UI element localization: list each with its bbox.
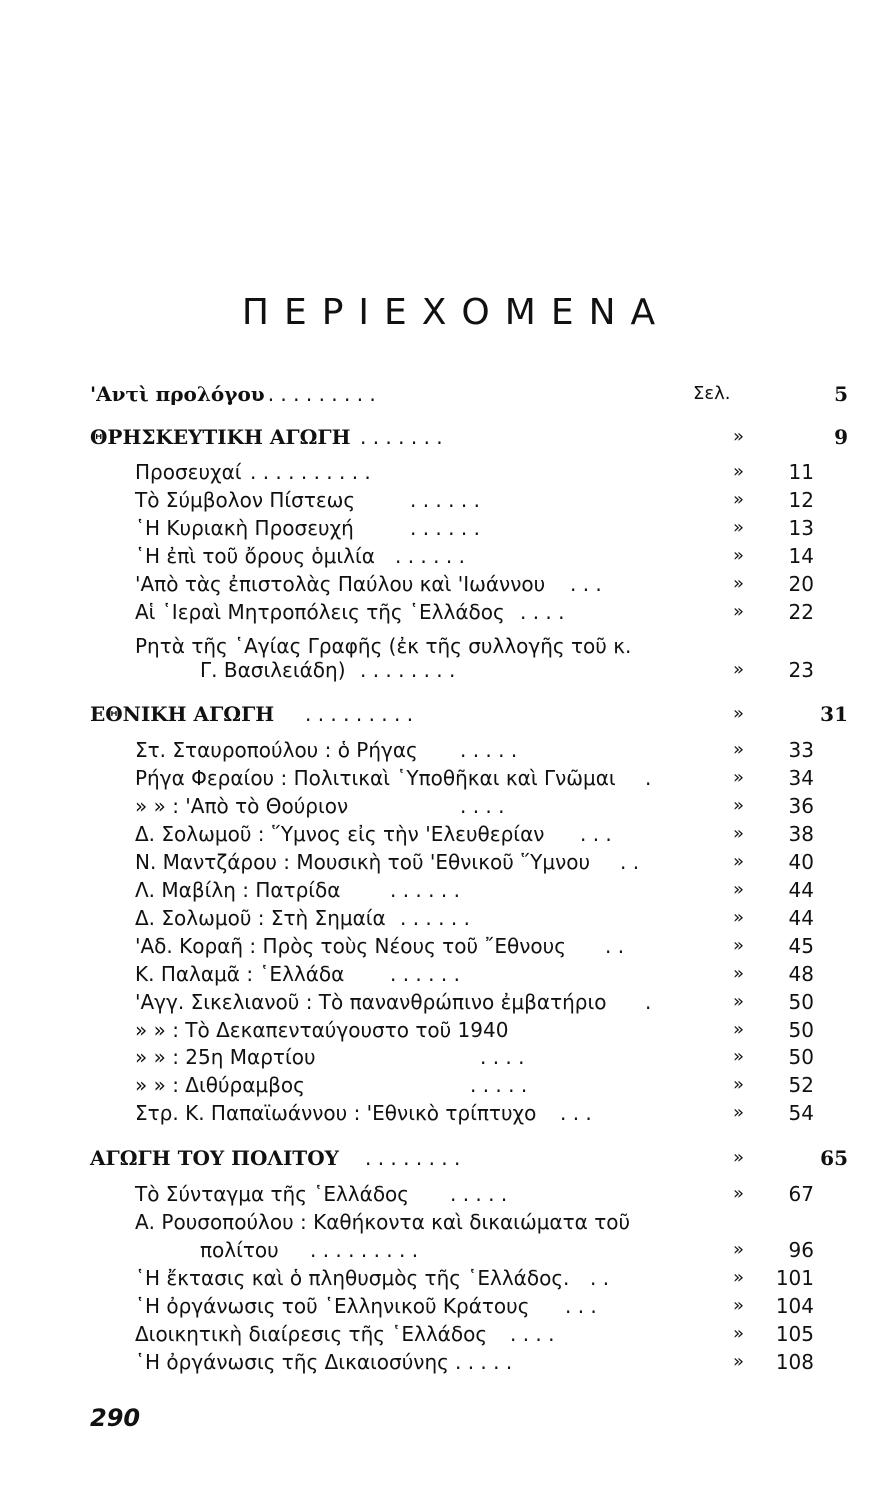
toc-entry-row (0, 1099, 884, 1127)
toc-page-number: 22 (788, 600, 814, 624)
toc-page-number: 33 (788, 738, 814, 762)
toc-entry-row (0, 1208, 884, 1236)
toc-entry-row (0, 792, 884, 820)
toc-entry-title: Ρήγα Φεραίου : Πολιτικαὶ ῾Υποθῆκαι καὶ Γνῶμαι (135, 766, 616, 790)
toc-entry-title: Δ. Σολωμοῦ : Στὴ Σημαία (135, 906, 386, 930)
ditto-mark: » (733, 573, 745, 594)
toc-page-number: 13 (788, 516, 814, 540)
ditto-mark: » (733, 545, 745, 566)
toc-entry-title: Τὸ Σύμβολον Πίστεως (135, 488, 356, 512)
toc-entry-title: » » : 25η Μαρτίου (135, 1045, 316, 1069)
toc-entry-title: Στρ. Κ. Παπαϊωάννου : 'Εθνικὸ τρίπτυχο (135, 1101, 537, 1125)
toc-dot-leader: . . . . . . . . . (305, 702, 414, 726)
toc-entry-row (0, 1071, 884, 1099)
toc-dot-leader: . . . . . . . . . (310, 1238, 419, 1262)
toc-entry-title: 'Αγγ. Σικελιανοῦ : Τὸ πανανθρώπινο ἐμβατήριο (135, 990, 607, 1014)
toc-dot-leader: . . . . . (460, 738, 518, 762)
toc-page-number: 96 (788, 1238, 814, 1262)
toc-page-number: 48 (788, 962, 814, 986)
toc-dot-leader: . . (605, 934, 625, 958)
ditto-mark: » (733, 1147, 745, 1168)
toc-entry-title: Προσευχαί (135, 460, 242, 484)
ditto-mark: » (733, 426, 745, 447)
ditto-mark: » (733, 879, 745, 900)
toc-dot-leader: . . . . . . (400, 906, 470, 930)
toc-page-number: 23 (788, 658, 814, 682)
ditto-mark: » (733, 1102, 745, 1123)
toc-entry-title: ῾Η ὀργάνωσις τῆς Δικαιοσύνης (135, 1350, 449, 1374)
ditto-mark: » (733, 739, 745, 760)
toc-entry-title: » » : Διθύραμβος (135, 1073, 305, 1097)
page-title: ΠΕΡΙΕΧΟΜΕΝΑ (241, 292, 671, 333)
toc-entry-row (0, 1348, 884, 1376)
toc-entry-title: ῾Η Κυριακὴ Προσευχή (135, 516, 354, 540)
toc-dot-leader: . . . (580, 822, 612, 846)
toc-entry-row (0, 570, 884, 598)
ditto-mark: » (733, 935, 745, 956)
toc-entry-row (0, 656, 884, 684)
toc-section-title: ΕΘΝΙΚΗ ΑΓΩΓΗ (90, 702, 275, 726)
toc-dot-leader: . . . . . . . . (360, 658, 456, 682)
toc-entry-title: ῾Η ἐπὶ τοῦ ὄρους ὁμιλία (135, 544, 375, 568)
toc-page-number: 11 (788, 460, 814, 484)
toc-entry-title: Διοικητικὴ διαίρεσις τῆς ῾Ελλάδος (135, 1322, 488, 1346)
toc-entry-title: Κ. Παλαμᾶ : ῾Ελλάδα (135, 962, 345, 986)
toc-dot-leader: . . . (570, 572, 602, 596)
toc-dot-leader: . . . . . . (410, 516, 480, 540)
toc-page-number: 36 (788, 794, 814, 818)
toc-entry-title: Λ. Μαβίλη : Πατρίδα (135, 878, 341, 902)
toc-dot-leader: . . (590, 1266, 610, 1290)
toc-section-title: ΘΡΗΣΚΕΥΤΙΚΗ ΑΓΩΓΗ (90, 425, 351, 449)
toc-entry-row (0, 876, 884, 904)
toc-entry-title: ῾Η ὀργάνωσις τοῦ ῾Ελληνικοῦ Κράτους (135, 1294, 530, 1318)
toc-entry-title: 'Απὸ τὰς ἐπιστολὰς Παύλου καὶ 'Ιωάννου (135, 572, 546, 596)
toc-page-number: 67 (788, 1182, 814, 1206)
toc-entry-title: Δ. Σολωμοῦ : ῞Υμνος εἰς τὴν 'Ελευθερίαν (135, 822, 545, 846)
toc-page-number: 50 (788, 1018, 814, 1042)
toc-entry-row (0, 542, 884, 570)
toc-page-number: 34 (788, 766, 814, 790)
toc-entry-row (0, 1043, 884, 1071)
toc-section-title: 'Αντὶ προλόγου (90, 382, 265, 406)
ditto-mark: » (733, 659, 745, 680)
toc-entry-title: Στ. Σταυροπούλου : ὁ Ρήγας (135, 738, 418, 762)
toc-entry-row (0, 1264, 884, 1292)
toc-entry-row (0, 514, 884, 542)
toc-dot-leader: . (645, 990, 652, 1014)
toc-page-number: 101 (775, 1266, 814, 1290)
ditto-mark: » (733, 991, 745, 1012)
toc-entry-title: Α. Ρουσοπούλου : Καθήκοντα καὶ δικαιώματα τοῦ (135, 1210, 631, 1234)
toc-entry-row (0, 598, 884, 626)
toc-page-number: 45 (788, 934, 814, 958)
toc-page-number: 12 (788, 488, 814, 512)
toc-entry-row (0, 764, 884, 792)
toc-page-number: 54 (788, 1101, 814, 1125)
toc-dot-leader: . . . . . . (395, 544, 465, 568)
ditto-mark: » (733, 517, 745, 538)
toc-entry-title: Γ. Βασιλειάδη) (200, 658, 346, 682)
toc-section-title: ΑΓΩΓΗ ΤΟΥ ΠΟΛΙΤΟΥ (90, 1146, 339, 1170)
toc-entry-row (0, 1180, 884, 1208)
toc-entry-title: » » : 'Απὸ τὸ Θούριον (135, 794, 349, 818)
toc-page-number: 44 (788, 906, 814, 930)
ditto-mark: » (733, 1351, 745, 1372)
ditto-mark: » (733, 795, 745, 816)
toc-dot-leader: . . . . (480, 1045, 525, 1069)
toc-dot-leader: . . . . (460, 794, 505, 818)
toc-page-number: 50 (788, 990, 814, 1014)
toc-entry-row (0, 904, 884, 932)
toc-page-number: 31 (820, 702, 848, 726)
toc-page-number: 65 (820, 1146, 848, 1170)
ditto-mark: » (733, 489, 745, 510)
toc-entry-row (0, 458, 884, 486)
toc-entry-row (0, 1320, 884, 1348)
toc-dot-leader: . . . . . . (390, 962, 460, 986)
toc-entry-row (0, 1016, 884, 1044)
toc-dot-leader: . . . . . . . (360, 425, 443, 449)
toc-dot-leader: . . . . . . . . . . (250, 460, 371, 484)
toc-entry-title: ῾Η ἔκτασις καὶ ὁ πληθυσμὸς τῆς ῾Ελλάδος. (135, 1266, 570, 1290)
ditto-mark: » (733, 823, 745, 844)
toc-entry-row (0, 988, 884, 1016)
ditto-mark: » (733, 1295, 745, 1316)
toc-dot-leader: . . . . (510, 1322, 555, 1346)
toc-dot-leader: . . . . . . (410, 488, 480, 512)
toc-entry-row (0, 486, 884, 514)
toc-page-number: 104 (775, 1294, 814, 1318)
toc-entry-title: Αἱ ῾Ιεραὶ Μητροπόλεις τῆς ῾Ελλάδος (135, 600, 505, 624)
ditto-mark: » (733, 1074, 745, 1095)
ditto-mark: » (733, 907, 745, 928)
toc-entry-row (0, 932, 884, 960)
toc-section-row (0, 700, 884, 728)
ditto-mark: » (733, 1239, 745, 1260)
toc-page-number: 108 (775, 1350, 814, 1374)
toc-entry-row (0, 1236, 884, 1264)
toc-page-number: 44 (788, 878, 814, 902)
ditto-mark: » (733, 963, 745, 984)
toc-page-number: 9 (834, 425, 848, 449)
toc-dot-leader: . . . . . (455, 1350, 513, 1374)
toc-entry-row (0, 736, 884, 764)
ditto-mark: » (733, 461, 745, 482)
ditto-mark: » (733, 601, 745, 622)
toc-page-number: 52 (788, 1073, 814, 1097)
toc-dot-leader: . . . (565, 1294, 597, 1318)
toc-entry-title: Ν. Μαντζάρου : Μουσικὴ τοῦ 'Εθνικοῦ ῞Υμνου (135, 850, 591, 874)
ditto-mark: » (733, 1046, 745, 1067)
toc-page-number: 50 (788, 1045, 814, 1069)
ditto-mark: » (733, 703, 745, 724)
ditto-mark: » (733, 1183, 745, 1204)
toc-entry-row (0, 820, 884, 848)
ditto-mark: » (733, 767, 745, 788)
toc-dot-leader: . . . (560, 1101, 592, 1125)
toc-page-number: 20 (788, 572, 814, 596)
ditto-mark: » (733, 1323, 745, 1344)
page-number: 290 (90, 1404, 141, 1432)
toc-entry-row (0, 1292, 884, 1320)
toc-page-number: 105 (775, 1322, 814, 1346)
toc-page-number: 40 (788, 850, 814, 874)
toc-section-row (0, 1144, 884, 1172)
toc-dot-leader: . . . . . . . . (365, 1146, 461, 1170)
toc-dot-leader: . . . . . . (390, 878, 460, 902)
toc-page-number: 14 (788, 544, 814, 568)
toc-entry-row (0, 848, 884, 876)
toc-dot-leader: . . . . . . . . . . (255, 382, 376, 406)
toc-entry-title: Τὸ Σύνταγμα τῆς ῾Ελλάδος (135, 1182, 410, 1206)
toc-entry-title: 'Αδ. Κοραῆ : Πρὸς τοὺς Νέους τοῦ ῎Εθνους (135, 934, 566, 958)
toc-page-number: 5 (834, 382, 848, 406)
ditto-mark: » (733, 1019, 745, 1040)
toc-entry-title: πολίτου (200, 1238, 279, 1262)
toc-dot-leader: . . . . (520, 600, 565, 624)
toc-dot-leader: . . . . . (470, 1073, 528, 1097)
toc-entry-row (0, 960, 884, 988)
toc-entry-title: Ρητὰ τῆς ῾Αγίας Γραφῆς (ἐκ τῆς συλλογῆς τοῦ κ. (135, 634, 632, 658)
page-abbrev: Σελ. (693, 383, 731, 404)
ditto-mark: » (733, 1267, 745, 1288)
toc-page-number: 38 (788, 822, 814, 846)
toc-entry-title: » » : Τὸ Δεκαπενταύγουστο τοῦ 1940 (135, 1018, 509, 1042)
toc-dot-leader: . (645, 766, 652, 790)
toc-dot-leader: . . (620, 850, 640, 874)
toc-dot-leader: . . . . . (450, 1182, 508, 1206)
toc-section-row (0, 423, 884, 451)
toc-section-row (0, 380, 884, 408)
ditto-mark: » (733, 851, 745, 872)
